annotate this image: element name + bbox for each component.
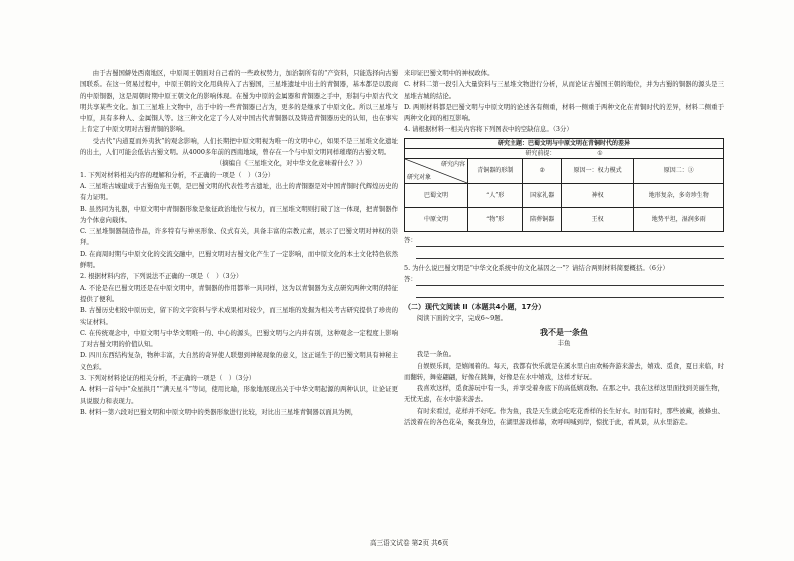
answer-line[interactable] — [416, 274, 724, 286]
table-cell: 巴蜀文明 — [405, 183, 468, 207]
story-paragraph: 自娱娱乐间，是嬉闹着的。每天，我都有快乐就是在溪水里自由欢畅奔游来游去，嬉戏、觅食，夏日来临，时而翻转，舞姿翩翩，好像在跳舞，好像是在水中嬉戏，这样才好玩。 — [404, 361, 724, 381]
answer-line[interactable] — [416, 247, 724, 259]
table-cell: 王权 — [561, 207, 634, 231]
answer-label: 答： — [404, 275, 417, 284]
table-cell: 中原文明 — [405, 207, 468, 231]
question-2-option-a: A. 不论是在巴蜀文明还是在中原文明中，青铜器的作用都举一具同样，这为以青铜器为支点研究两种文明的特征提供了便利。 — [80, 283, 398, 303]
story-paragraph: 我是一条鱼。 — [416, 350, 456, 359]
table-theme: 研究主题：巴蜀文明与中原文明在青铜时代的差异 — [405, 138, 724, 148]
question-2-stem: 2. 根据材料内容，下列说法不正确的一项是（ ）（3分） — [80, 272, 243, 281]
question-1-option-b: B. 虽然同为礼器，中原文明中青铜器形象是象征政治地位与权力，而三星堆文明则打破了这一体现，把青铜器作为个体意向载体。 — [80, 204, 398, 224]
table-header-object: 研究对象 — [407, 173, 432, 181]
table-row — [405, 183, 724, 207]
answer-area-q4[interactable] — [404, 235, 724, 247]
table-col-header-blank[interactable]: 原因二：③ — [634, 158, 724, 183]
question-1-option-d: D. 在商周时期与中原文化的交流交融中，巴蜀文明对古蜀文化产生了一定影响，而中原文化的本土文化特色依然鲜明。 — [80, 249, 398, 270]
question-2-option-d: D. 四川东西结构复杂，物种丰富，大自然的奇异使人联想到神秘现象的意义，这正诞生于的巴蜀文明具有神秘主义色彩。 — [80, 351, 398, 371]
right-column — [404, 68, 724, 428]
table-cell: “物”形 — [468, 207, 523, 231]
answer-label: 答： — [404, 235, 417, 244]
section-heading: （二）现代文阅读 II（本题共4小题，17分） — [404, 303, 546, 312]
table-diagonal-header — [405, 158, 468, 183]
comparison-table — [404, 138, 724, 232]
section-instruction: 阅读下面的文字，完成6~9题。 — [416, 314, 507, 323]
material-paragraph: 受古代“内道夏而外夷狄”的观念影响，人们长期把中原文明视为唯一的文明中心，如果不是三星堆文化遗址的出土，人们可能会低估古蜀文明。从4000多年前的西南地域，曾存在一个与中原文明同样璀璨的古蜀文明。 — [80, 136, 398, 157]
question-5-stem: 5. 为什么说巴蜀文明是“中华文化系统中的文化基因之一”？请结合两则材料简要概括。（6分） — [404, 263, 669, 272]
table-col-header: 青铜器的形制 — [468, 158, 523, 183]
material-paragraph: 由于古蜀国僻处西南地区，中原周王朝面对自己看的一些政权势力，加治制所有的“产资料，只能选择向古蜀国联系。在这一贸易过程中，中原王朝的文化用典传入了古蜀国，三星堆遗址中出土的青铜器，基本都是以股商的中原铜器，这是周朝时期中原王朝文化的影响体现。在蜀为中原的金属器和青铜器之手中，形制与中原古代文明共享某些文化。加工三星堆上文物中，出于中的一些青铜器已占为，更多的是继承了中原文化。所以三星堆与中原，具有多种人、金属铜人等。这三种文化定了今人对中国古代青铜器以及铸造青铜器历史的认知，也在事实上肯定了中原文明对古蜀青铜的影响。 — [80, 69, 398, 134]
answer-line[interactable] — [416, 235, 724, 247]
table-premise-blank[interactable]: ① — [597, 149, 603, 157]
story-paragraph: 我喜欢这样，觅食游玩中有一头，并享受着身底下的高低嬉戏物。在那之中。我在这样这里面找到美丽生物，无忧无虑，在水中游来游去。 — [404, 384, 724, 404]
question-4-stem: 4. 请根据材料一相关内容将下列图表中的空缺信息。（3分） — [404, 125, 573, 134]
table-cell: 国家礼器 — [523, 183, 561, 207]
question-3-option-b-continued: 来印证巴蜀文明中的神权政体。 — [404, 69, 494, 77]
question-1-option-a: A. 三星堆古城建成于古蜀鱼凫王朝，是巴蜀文明的代表性考古遗址，出土的青铜器是对中国青铜时代辉煌历史的有力证明。 — [80, 181, 398, 202]
left-column — [80, 68, 398, 418]
page-footer: 高三语文试卷 第2页 共6页 — [370, 539, 449, 547]
table-col-header: 原因一：权力模式 — [561, 158, 634, 183]
question-3-option-d: D. 两则材料都是巴蜀文明与中原文明的论述各有侧重，材料一侧重于两种文化在青铜时代的差异，材料二侧重于两种文化间的相互影响。 — [404, 102, 724, 123]
table-cell: “人”形 — [468, 183, 523, 207]
story-author: 丰鱼 — [557, 338, 571, 347]
question-1-stem: 1. 下列对材料相关内容的理解和分析，不正确的一项是（ ）（3分） — [80, 170, 275, 179]
table-cell: 地势平坦，湿润多雨 — [634, 207, 724, 231]
source-citation: （摘编自《三星堆文化，对中华文化意味着什么？》） — [215, 159, 366, 168]
question-3-option-a: A. 材料一首句中“众星拱月”“满天星斗”等词，使用比喻，形象地展现出关于中华文明起源的两种认识，让论证更具说服力和表现力。 — [80, 385, 398, 405]
table-col-header-blank[interactable]: ② — [523, 158, 561, 183]
question-3-option-b: B. 材料一第六段对巴蜀文明和中原文明中的类器形象进行比较，对比出三星堆青铜器以面具为例， — [80, 407, 358, 416]
question-3-option-c: C. 材料二第一段引入大量资料与三星堆文物进行分析，从而论证古蜀国王朝的地位，并为古蜀的铜器的源头是三星堆古城的结论。 — [404, 80, 724, 100]
answer-area-q5[interactable] — [404, 274, 724, 286]
story-title: 我不是一条鱼 — [540, 326, 588, 337]
table-cell: 陪葬铜器 — [523, 207, 561, 231]
table-cell: 神权 — [561, 183, 634, 207]
table-cell: 地形复杂，多奇珍生物 — [634, 183, 724, 207]
question-3-stem: 3. 下列对材料论证的相关分析，不正确的一项是（ ）（3分） — [80, 374, 256, 383]
table-row — [405, 207, 724, 231]
answer-line[interactable] — [416, 286, 724, 298]
question-1-option-c: C. 三星堆铜器制造作品，许多特有与神巫形象、仪式有关，具备丰富的宗教元素，展示了巴蜀文明对神权的崇拜。 — [80, 227, 398, 247]
question-2-option-b: B. 古蜀历史相较中原历史，留下的文字资料与学术成果相对较少，而三星堆的发掘为相关考古研究提供了珍贵的实证材料。 — [80, 306, 398, 326]
table-premise-row[interactable] — [405, 148, 724, 158]
question-2-option-c: C. 在传统观念中，中原文明与中华文明唯一的、中心的源头，巴蜀文明与之内并有别，这种观念一定程度上影响了对古蜀文明的价值认知。 — [80, 328, 398, 349]
story-paragraph: 有时来看过，花样并不好吃。作为鱼，我是天生就会吃吃花香样的长生好水。时而有时，那些被藏，被蜂虫、活泼着在的各色花朵，聚我身边，在湖里游戏样幕，欢呼叫喊到岸，惊扰于此，看风景，从水里游走。 — [404, 406, 724, 427]
table-header-content: 研究内容 — [440, 160, 465, 168]
table-premise-label: 研究前提： — [525, 149, 556, 157]
